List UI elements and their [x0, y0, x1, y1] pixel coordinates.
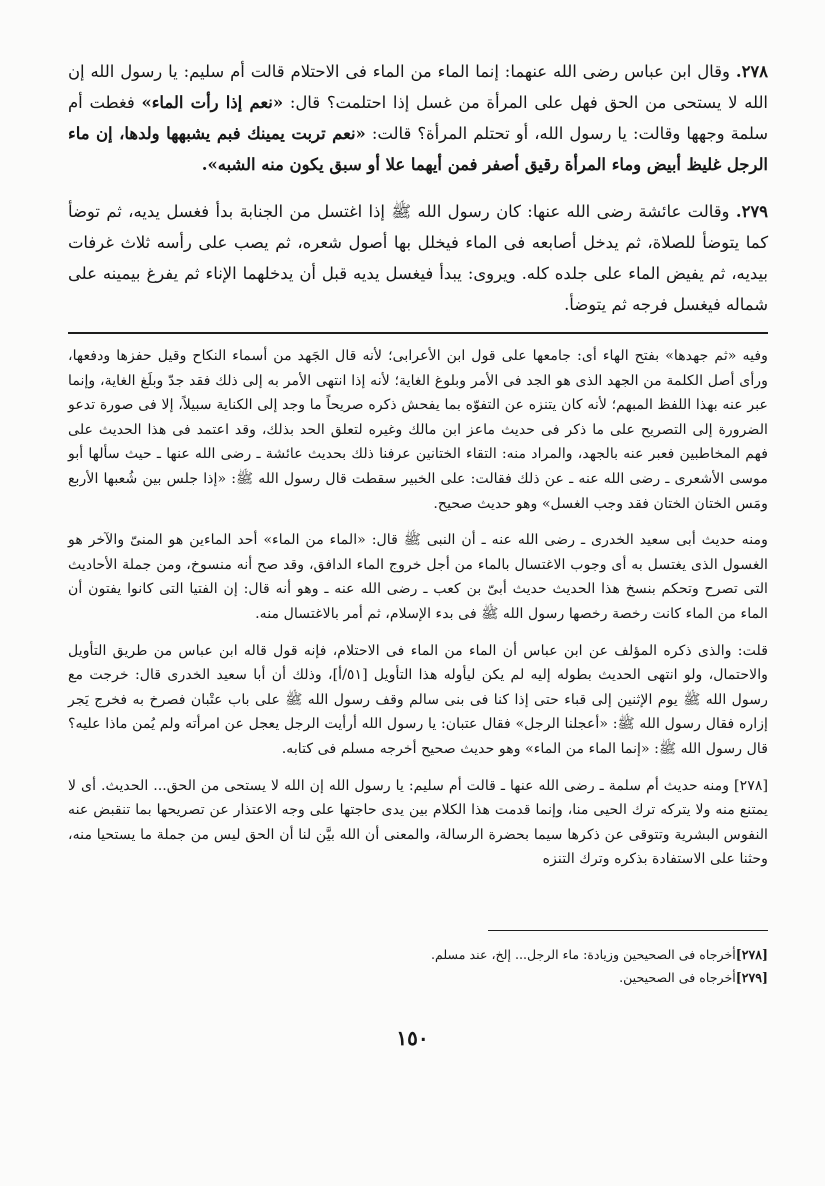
hadith-text: وقال ابن عباس رضى الله عنهما: إنما الماء من الماء فى الاحتلام قالت أم سليم: يا رسول الله إن الله لا يستحى من الحق فهل على المرأة من غسل إذا احتلمت؟ قال:: [68, 62, 768, 112]
section-divider: [68, 332, 768, 334]
footnote-text: أخرجاه فى الصحيحين وزيادة: ماء الرجل... إلخ، عند مسلم.: [431, 946, 736, 962]
page-content: [68, 56, 768, 989]
page-number: ١٥٠: [396, 1026, 429, 1050]
footnote-divider: [488, 930, 768, 931]
hadith-quote: «نعم إذا رأت الماء»: [141, 93, 284, 112]
commentary-paragraph: [٢٧٨] ومنه حديث أم سلمة ـ رضى الله عنها ـ قالت أم سليم: يا رسول الله إن الله لا يستحى من الحق... الحديث. أى لا يمتنع منه ولا يتركه ترك الحيى منا، وإنما قدمت هذا الكلام بين يدى حاجتها على وجه الاعتذار عن تصريحها بما تنقبض عنه النفوس البشرية وتتوقى عن ذكرها سيما بحضرة الرسالة، والمعنى أن الله بيَّن لنا أن الحق ليس من جملة ما يستحيا منه، وحثنا على الاستفادة بذكره وترك التنزه: [68, 777, 768, 868]
hadith-279: [68, 196, 768, 320]
hadith-number: ٢٧٩.: [735, 202, 768, 221]
commentary-paragraph: وفيه «ثم جهدها» بفتح الهاء أى: جامعها على قول ابن الأعرابى؛ لأنه قال الجَهد من أسماء النكاح وقيل حفزها ودفعها، ورأى أصل الكلمة من الجهد الذى هو الجد فى الأمر وبلوغ الغاية؛ لأنه إذا انتهى الأمر به إلى ذلك فقد جدّ وبلَغ الغاية، وإنما عبر عنه بهذا اللفظ المبهم؛ لأنه كان يتنزه عن التفوّه بما يفحش ذكره صريحاً ما وجد إلى الكناية سبيلاً، إلا فى صورة تدعو الضرورة إلى التصريح على ما ذكر فى حديث ماعز ابن مالك وغيره لتعلق الحد بذلك، وقد اعتمد فى هذا الحديث على فهم المخاطبين فعبر عنه بالجهد، والمراد منه: التقاء الختانين عرفنا ذلك بحديث عائشة ـ رضى الله عنها ـ حيث سألها أبو موسى الأشعرى ـ رضى الله عنه ـ عن ذلك فقالت: على الخبير سقطت قال رسول الله ﷺ: «إذا جلس بين شُعبها الأربع ومَس الختان الختان فقد وجب الغسل» وهو حديث صحيح.: [68, 348, 768, 512]
hadith-text: فغطت أم سلمة وجهها وقالت: يا رسول الله، أو تحتلم المرأة؟ قالت:: [68, 93, 768, 143]
commentary-paragraph: ومنه حديث أبى سعيد الخدرى ـ رضى الله عنه ـ أن النبى ﷺ قال: «الماء من الماء» أحد الماءين هو المنىّ والآخر هو الغسول الذى يغتسل به أى وجوب الاغتسال بالماء من أجل خروج الماء الدافق، وقد صح أنه منسوخ، ومن جملة الأحاديث التى تصرح وتحكم بنسخ هذا الحديث حديث أبىّ بن كعب ـ رضى الله عنه ـ وهو أنه قال: إن الفتيا التى كانوا يفتون أن الماء من الماء كانت رخصة رخصها رسول الله ﷺ فى بدء الإسلام، ثم أمر بالاغتسال منه.: [68, 532, 768, 622]
commentary-paragraph: قلت: والذى ذكره المؤلف عن ابن عباس أن الماء من الماء فى الاحتلام، فإنه قول قاله ابن عباس من طريق التأويل والاحتمال، ولو انتهى الحديث بطوله إليه لم يكن ليأوله هذا التأويل [٥١/أ]، وذلك أن أبا سعيد الخدرى قال: خرجت مع رسول الله ﷺ يوم الإثنين إلى قباء حتى إذا كنا فى بنى سالم وقف رسول الله ﷺ على باب عتْبان فصرخ به فخرج يَجر إزاره فقال رسول الله ﷺ: «أعجلنا الرجل» فقال عتبان: يا رسول الله أرأيت الرجل يعجل عن امرأته ولم يُمن ماذا عليه؟ قال رسول الله ﷺ: «إنما الماء من الماء» وهو حديث صحيح أخرجه مسلم فى كتابه.: [68, 642, 768, 757]
hadith-number: ٢٧٨.: [735, 62, 768, 81]
footnote: [68, 943, 768, 966]
hadith-quote: «نعم تربت يمينك فبم يشبهها ولدها، إن ماء الرجل غليظ أبيض وماء المرأة رقيق أصفر فمن أيهما علا أو سبق يكون منه الشبه».: [68, 124, 768, 174]
footnote-text: أخرجاه فى الصحيحين.: [619, 969, 736, 985]
footnote-number: [٢٧٨]: [735, 946, 768, 962]
hadith-text: وقالت عائشة رضى الله عنها: كان رسول الله ﷺ إذا اغتسل من الجنابة بدأ فغسل يديه، ثم توضأ كما يتوضأ للصلاة، ثم يدخل أصابعه فى الماء فيخلل بها أصول شعره، ثم يصب على رأسه ثلاث غرفات بيديه، ثم يفيض الماء على جلده كله. ويروى: يبدأ فيغسل يديه قبل أن يدخلهما الإناء ثم يفرغ بيمينه على شماله فيغسل فرجه ثم يتوضأ.: [68, 202, 768, 314]
hadith-278: [68, 56, 768, 180]
footnote-number: [٢٧٩]: [735, 969, 768, 985]
footnote: [68, 966, 768, 989]
